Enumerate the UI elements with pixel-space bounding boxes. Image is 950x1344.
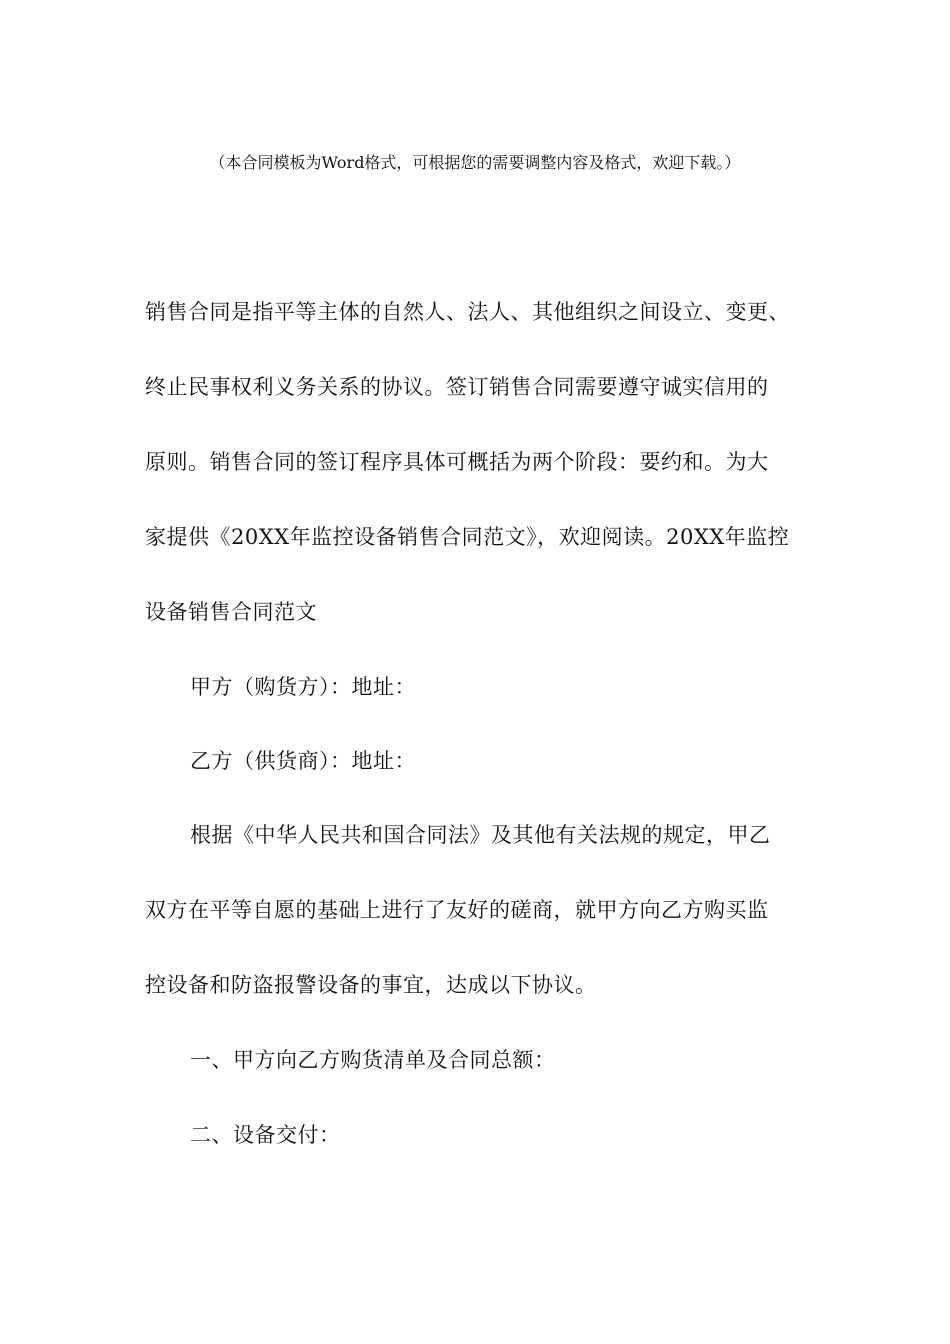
basis-line-2: 双方在平等自愿的基础上进行了友好的磋商，就甲方向乙方购买监 [145, 898, 769, 922]
section-1-heading: 一、甲方向乙方购货清单及合同总额： [190, 1048, 556, 1072]
intro-line-1: 销售合同是指平等主体的自然人、法人、其他组织之间设立、变更、 [145, 300, 790, 324]
intro-line-4: 家提供《20XX年监控设备销售合同范文》，欢迎阅读。20XX年监控 [145, 525, 790, 549]
section-2-heading: 二、设备交付： [190, 1123, 341, 1147]
template-note: （本合同模板为Word格式，可根据您的需要调整内容及格式，欢迎下载。） [209, 153, 741, 172]
intro-line-3: 原则。销售合同的签订程序具体可概括为两个阶段：要约和。为大 [145, 450, 769, 474]
intro-line-2: 终止民事权利义务关系的协议。签订销售合同需要遵守诚实信用的 [145, 375, 769, 399]
party-a-line: 甲方（购货方）：地址： [190, 675, 416, 699]
basis-line-3: 控设备和防盗报警设备的事宜，达成以下协议。 [145, 973, 597, 997]
intro-line-5: 设备销售合同范文 [145, 600, 317, 624]
basis-line-1: 根据《中华人民共和国合同法》及其他有关法规的规定，甲乙 [190, 823, 771, 847]
party-b-line: 乙方（供货商）：地址： [190, 749, 416, 773]
